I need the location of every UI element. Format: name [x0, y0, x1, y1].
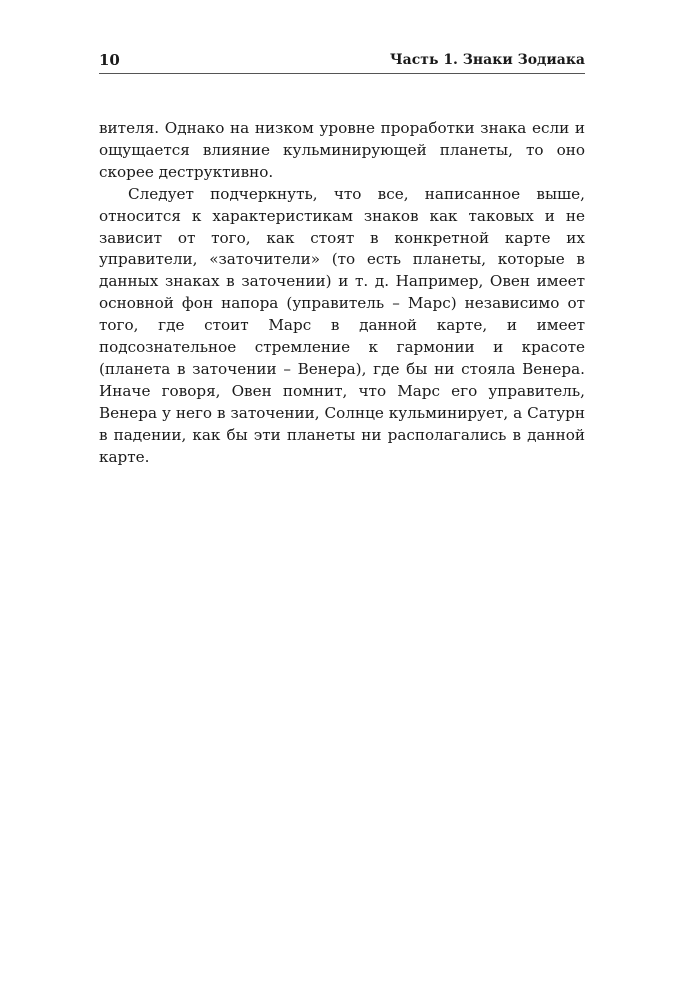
paragraph-continued: вителя. Однако на низком уровне проработки знака если и ощущается влияние кульминирующей планеты, то оно скорее деструктивно. — [99, 119, 585, 181]
page-number: 10 — [99, 51, 120, 69]
body-text — [99, 118, 585, 469]
header-rule — [99, 73, 585, 74]
paragraph: Следует подчеркнуть, что все, написанное выше, относится к характеристикам знаков как таковых и не зависит от того, как стоят в конкретной карте их управители, «заточители» (то есть планеты, которые в данных знаках в заточении) и т. д. Например, Овен имеет основной фон напора (управитель – Марс) независимо от того, где стоит Марс в данной карте, и имеет подсознательное стремление к гармонии и красоте (планета в заточении – Венера), где бы ни стояла Венера. Иначе говоря, Овен помнит, что Марс его управитель, Венера у него в заточении, Солнце кульминирует, а Сатурн в падении, как бы эти планеты ни располагались в данной карте. — [99, 184, 585, 466]
running-head: Часть 1. Знаки Зодиака — [389, 52, 585, 68]
page-header — [99, 50, 585, 70]
